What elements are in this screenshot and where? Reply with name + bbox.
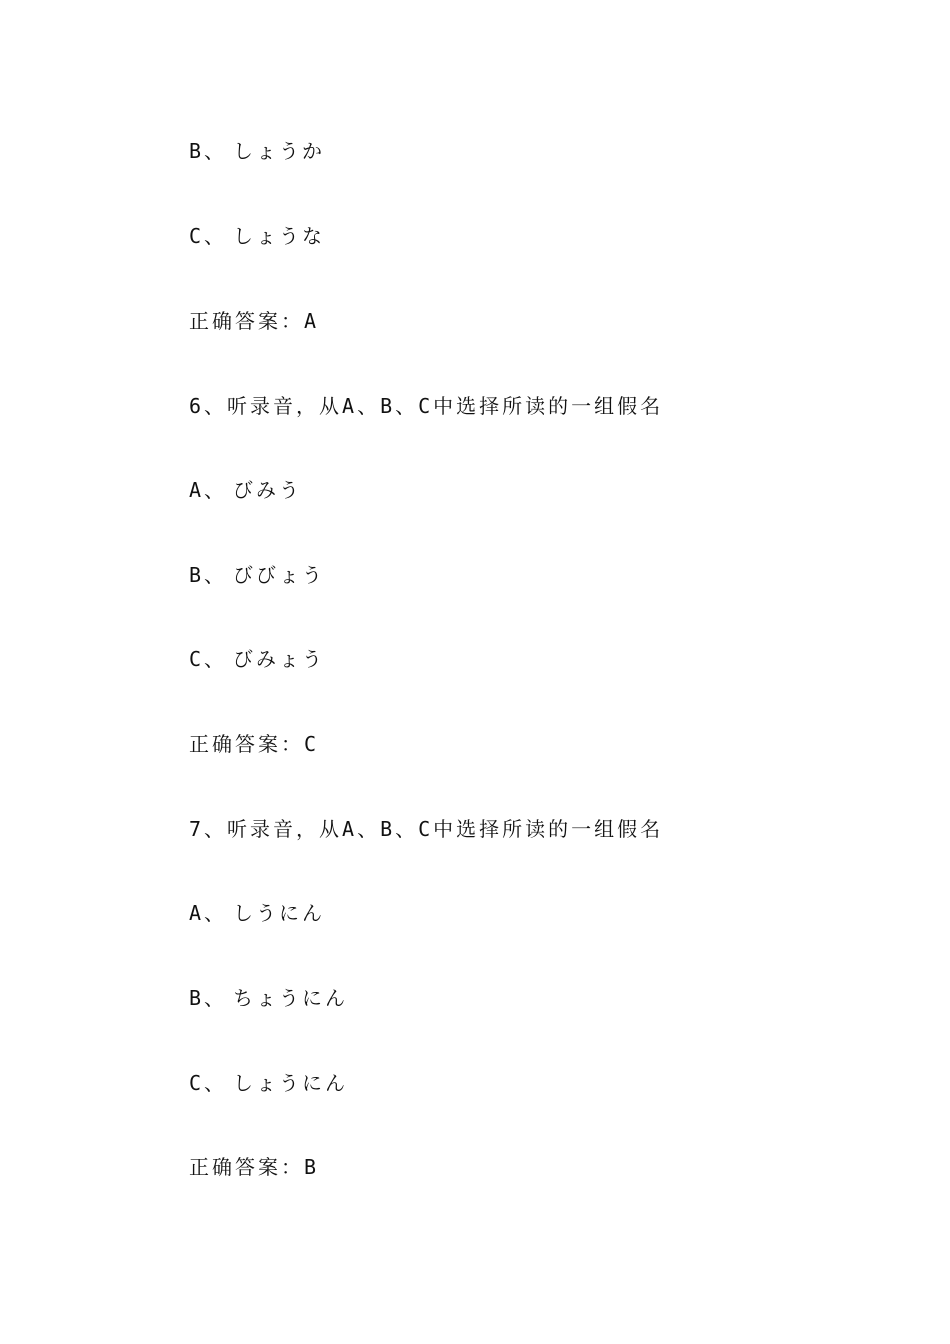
option-letter: A、	[189, 901, 228, 925]
option-letter: B、	[189, 139, 228, 163]
option-letter: B、	[189, 986, 228, 1010]
q7-option-b	[189, 986, 348, 1010]
option-letter: C、	[189, 224, 228, 248]
q5-answer: 正确答案：A	[189, 309, 320, 333]
q5-option-c	[189, 224, 325, 248]
q6-question: 6、听录音，从A、B、C中选择所读的一组假名	[189, 394, 664, 418]
option-text: しょうにん	[233, 1071, 348, 1095]
q5-option-b	[189, 139, 325, 163]
q6-option-c	[189, 647, 325, 671]
option-letter: B、	[189, 563, 228, 587]
q6-answer: 正确答案：C	[189, 732, 320, 756]
q6-option-a	[189, 478, 302, 502]
option-text: ちょうにん	[233, 986, 348, 1010]
option-text: しょうな	[233, 224, 325, 248]
option-text: びみょう	[233, 647, 325, 671]
q7-question: 7、听录音，从A、B、C中选择所读的一组假名	[189, 817, 664, 841]
option-text: びみう	[233, 478, 302, 502]
option-text: びびょう	[233, 563, 325, 587]
option-text: しうにん	[233, 901, 325, 925]
option-letter: C、	[189, 1071, 228, 1095]
q7-option-c	[189, 1071, 348, 1095]
q6-option-b	[189, 563, 325, 587]
q7-answer: 正确答案：B	[189, 1155, 320, 1179]
option-letter: C、	[189, 647, 228, 671]
option-letter: A、	[189, 478, 228, 502]
q7-option-a	[189, 901, 325, 925]
option-text: しょうか	[233, 139, 325, 163]
